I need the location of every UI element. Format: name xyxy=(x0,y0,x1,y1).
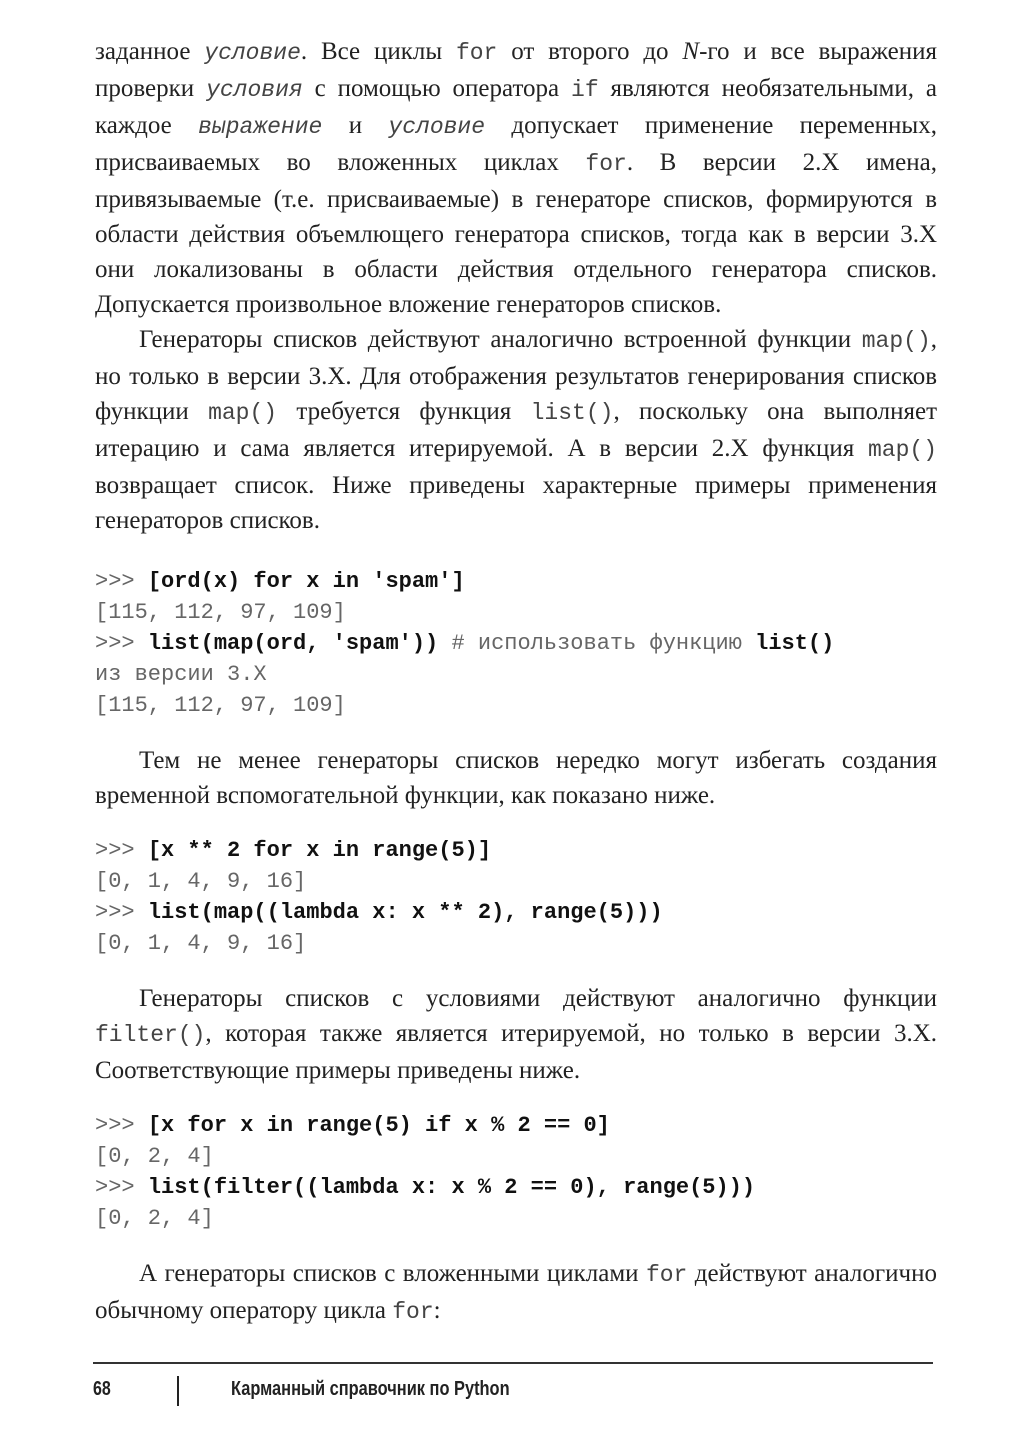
code-output: [0, 2, 4] xyxy=(95,1144,214,1169)
paragraph-2: Генераторы списков действуют аналогично встроенной функции map(), но только в версии 3.X. Для отображения результатов генерирования списков функции map() требуется функция list(), поскольку она выполняет итерацию и сама является итерируемой. А в версии 2.X функция map() возвращает список. Ниже приведены характерные примеры применения генераторов списков. xyxy=(95,326,937,534)
term-condition: условия xyxy=(206,77,303,103)
code-for: for xyxy=(645,1262,688,1288)
code-line: >>> list(filter((lambda x: x % 2 == 0), range(5))) xyxy=(95,1175,756,1200)
code-output: [115, 112, 97, 109] xyxy=(95,600,346,625)
term-expression: выражение xyxy=(198,114,323,140)
code-line: >>> list(map((lambda x: x ** 2), range(5))) xyxy=(95,900,663,925)
code-for: for xyxy=(455,40,498,66)
code-line: >>> list(map(ord, 'spam')) # использовать функцию list() xyxy=(95,631,835,656)
code-list: list() xyxy=(530,400,614,426)
code-for: for xyxy=(585,151,627,177)
code-output: [0, 2, 4] xyxy=(95,1206,214,1231)
paragraph-5: А генераторы списков с вложенными циклами for действуют аналогично обычному оператору цикла for: xyxy=(95,1260,937,1325)
code-line: >>> [ord(x) for x in 'spam'] xyxy=(95,569,465,594)
page-footer xyxy=(93,1374,933,1410)
code-map: map() xyxy=(861,328,931,354)
code-block-1 xyxy=(95,566,937,721)
code-map: map() xyxy=(867,437,937,463)
term-condition: условие xyxy=(388,114,486,140)
code-line: >>> [x for x in range(5) if x % 2 == 0] xyxy=(95,1113,610,1138)
page-number: 68 xyxy=(93,1378,111,1400)
code-for: for xyxy=(392,1299,434,1325)
code-output: [0, 1, 4, 9, 16] xyxy=(95,931,307,956)
paragraph-3: Тем не менее генераторы списков нередко могут избегать создания временной вспомогательной функции, как показано ниже. xyxy=(95,747,937,809)
code-comment: из версии 3.X xyxy=(95,662,267,687)
code-line: >>> [x ** 2 for x in range(5)] xyxy=(95,838,492,863)
book-title: Карманный справочник по Python xyxy=(231,1378,510,1400)
term-condition: условие xyxy=(204,40,301,66)
paragraph-4: Генераторы списков с условиями действуют аналогично функции filter(), которая также является итерируемой, но только в версии 3.X. Соответствующие примеры приведены ниже. xyxy=(95,985,937,1084)
code-block-2 xyxy=(95,835,937,959)
code-filter: filter() xyxy=(95,1022,206,1048)
page-body xyxy=(95,34,937,1330)
code-if: if xyxy=(571,77,599,103)
paragraph-1: заданное условие. Все циклы for от второго до N-го и все выражения проверки условия с помощью оператора if являются необязательными, а каждое выражение и условие допускает применение переменных, присваиваемых во вложенных циклах for. В версии 2.X имена, привязываемые (т.е. присваиваемые) в генераторе списков, формируются в области действия объемлющего генератора списков, тогда как в версии 3.X они локализованы в области действия отдельного генератора списков. Допускается произвольное вложение генераторов списков. xyxy=(95,38,937,318)
footer-separator xyxy=(177,1376,179,1406)
code-block-3 xyxy=(95,1110,937,1234)
code-output: [115, 112, 97, 109] xyxy=(95,693,346,718)
code-output: [0, 1, 4, 9, 16] xyxy=(95,869,307,894)
code-map: map() xyxy=(208,400,278,426)
footer-rule xyxy=(93,1362,933,1364)
